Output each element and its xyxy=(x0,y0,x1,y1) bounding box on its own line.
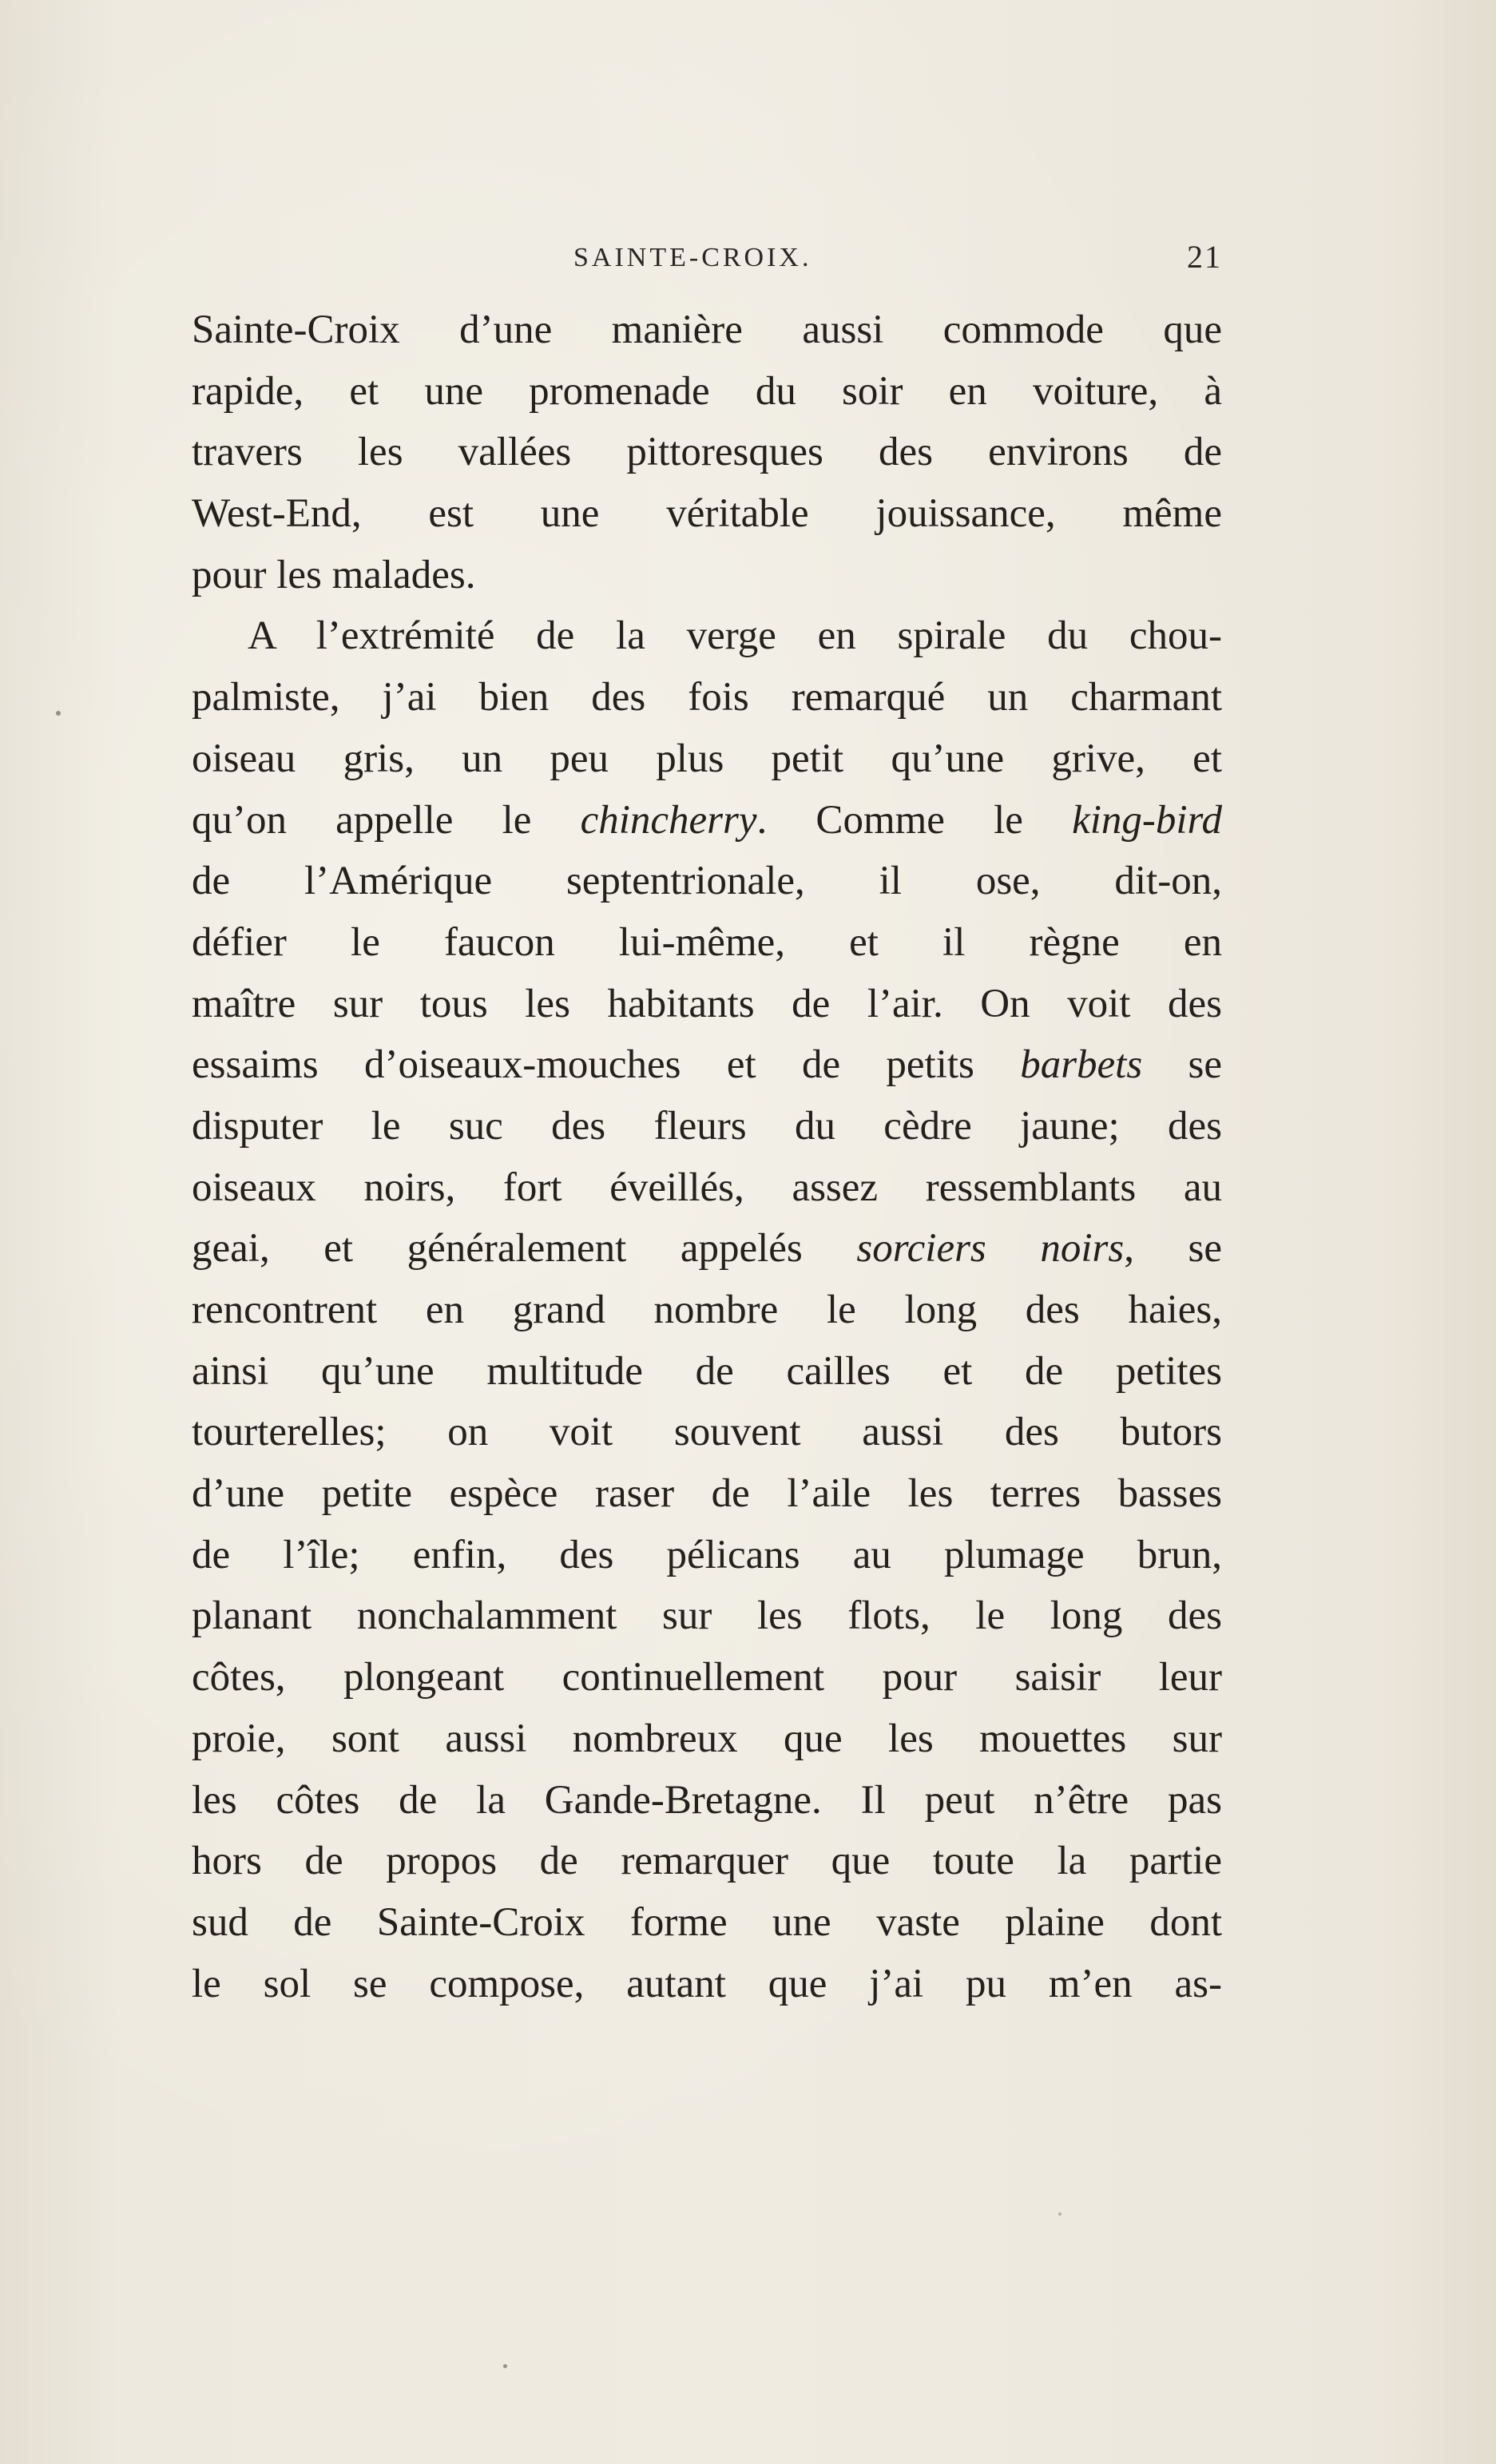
body-text xyxy=(192,300,1222,2014)
text-fragment: geai, et généralement appelés xyxy=(192,1226,803,1272)
text-line: proie, sont aussi nombreux que les mouettes sur xyxy=(192,1716,1222,1761)
text-line: d’une petite espèce raser de l’aile les terres basses xyxy=(192,1471,1222,1517)
text-fragment: . Comme le xyxy=(756,797,1023,843)
paper-speck xyxy=(1058,2212,1061,2216)
text-line: sud de Sainte-Croix forme une vaste plaine dont xyxy=(192,1899,1222,1945)
text-line: pour les malades. xyxy=(192,552,476,597)
text-line: ainsi qu’une multitude de cailles et de petites xyxy=(192,1348,1222,1394)
paragraph-start-line: A l’extrémité de la verge en spirale du chou- xyxy=(248,613,1222,659)
italic-term: chincherry xyxy=(580,797,757,843)
text-fragment: se xyxy=(1188,1042,1222,1088)
text-line: rencontrent en grand nombre le long des haies, xyxy=(192,1288,1222,1332)
italic-term: sorciers noirs xyxy=(856,1226,1125,1272)
text-line: oiseau gris, un peu plus petit qu’une grive, et xyxy=(192,736,1222,781)
running-head xyxy=(192,236,1222,284)
text-line: planant nonchalamment sur les flots, le long des xyxy=(192,1593,1222,1639)
text-fragment: qu’on appelle le xyxy=(192,797,532,843)
text-line: défier le faucon lui-même, et il règne en xyxy=(192,919,1222,965)
text-line: oiseaux noirs, fort éveillés, assez ressemblants au xyxy=(192,1165,1222,1210)
text-line: le sol se compose, autant que j’ai pu m’en as- xyxy=(192,1961,1222,2006)
text-line: maître sur tous les habitants de l’air. On voit des xyxy=(192,981,1222,1026)
running-title: SAINTE-CROIX. xyxy=(573,243,812,272)
text-line: rapide, et une promenade du soir en voiture, à xyxy=(192,368,1222,414)
text-fragment: essaims d’oiseaux-mouches et de petits xyxy=(192,1042,974,1088)
text-line: disputer le suc des fleurs du cèdre jaune; des xyxy=(192,1103,1222,1149)
text-line: palmiste, j’ai bien des fois remarqué un charmant xyxy=(192,675,1222,720)
text-line xyxy=(192,1034,1222,1096)
page-number: 21 xyxy=(1187,239,1222,275)
text-line: hors de propos de remarquer que toute la partie xyxy=(192,1839,1222,1884)
text-line: les côtes de la Gande-Bretagne. Il peut n’être pas xyxy=(192,1777,1222,1823)
paper-speck xyxy=(503,2364,507,2368)
text-line: tourterelles; on voit souvent aussi des butors xyxy=(192,1410,1222,1455)
text-fragment: , se xyxy=(1124,1226,1222,1272)
text-line: travers les vallées pittoresques des environs de xyxy=(192,430,1222,475)
text-line: de l’Amérique septentrionale, il ose, dit-on, xyxy=(192,859,1222,904)
italic-term: king-bird xyxy=(1072,797,1223,843)
italic-term: barbets xyxy=(1020,1042,1143,1088)
text-line xyxy=(192,790,1222,851)
text-line: West-End, est une véritable jouissance, même xyxy=(192,491,1222,537)
text-line: de l’île; enfin, des pélicans au plumage brun, xyxy=(192,1532,1222,1577)
text-line: côtes, plongeant continuellement pour saisir leur xyxy=(192,1655,1222,1700)
text-line xyxy=(192,1218,1222,1280)
paper-speck xyxy=(56,711,61,716)
text-line: Sainte-Croix d’une manière aussi commode que xyxy=(192,308,1222,352)
